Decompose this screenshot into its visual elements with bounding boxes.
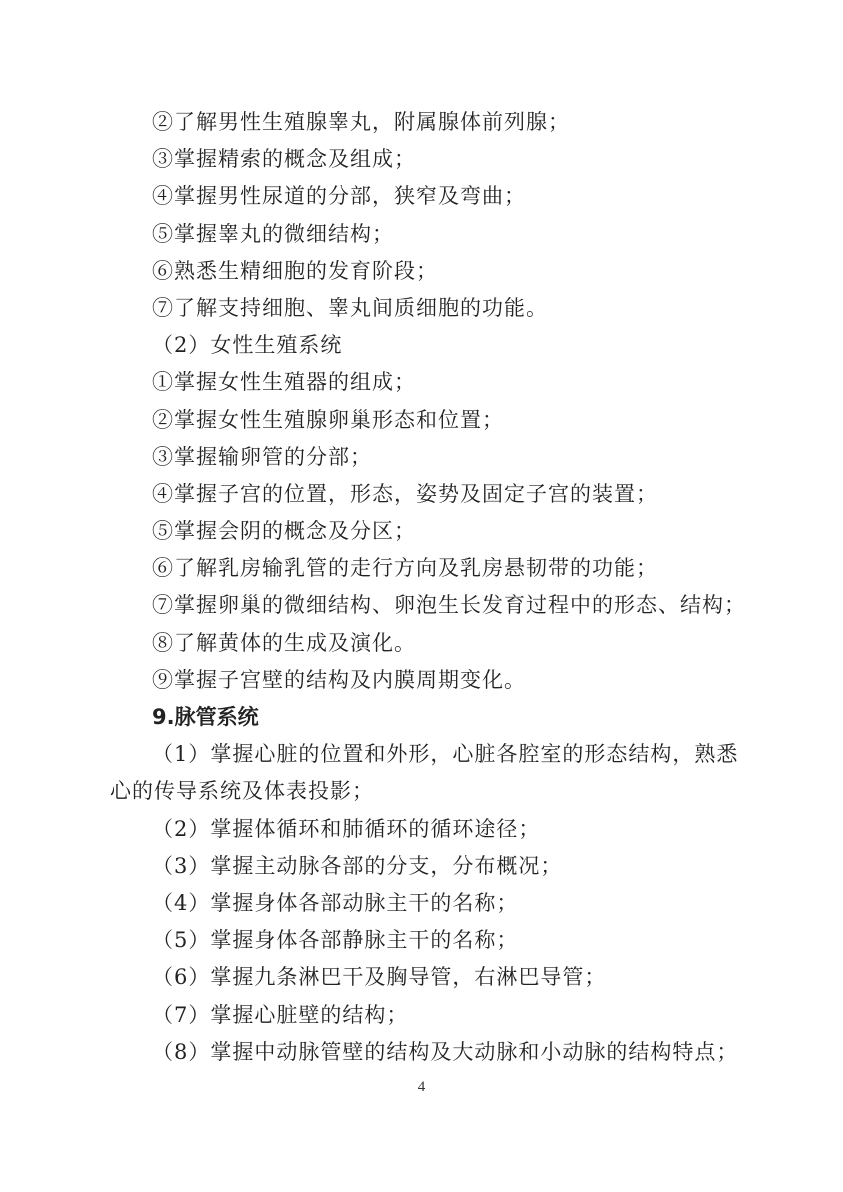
page-content (110, 104, 746, 1071)
objective-line: ①掌握女性生殖器的组成； (152, 370, 416, 395)
objective-paragraph: （1）掌握心脏的位置和外形，心脏各腔室的形态结构，熟悉心的传导系统及体表投影； (110, 742, 739, 804)
objective-line: ⑦了解支持细胞、睾丸间质细胞的功能。 (152, 295, 548, 320)
objective-line: ⑧了解黄体的生成及演化。 (152, 630, 416, 655)
objective-line: ②了解男性生殖腺睾丸，附属腺体前列腺； (152, 110, 570, 134)
objective-line: ②掌握女性生殖腺卵巢形态和位置； (152, 407, 504, 432)
objective-line: （3）掌握主动脉各部的分支，分布概况； (152, 853, 563, 878)
objective-line: ③掌握精索的概念及组成； (152, 147, 416, 172)
objective-line: （2）掌握体循环和肺循环的循环途径； (152, 816, 541, 841)
objective-line: ⑥了解乳房输乳管的走行方向及乳房悬韧带的功能； (152, 556, 658, 581)
objective-line: ⑥熟悉生精细胞的发育阶段； (152, 258, 438, 283)
objective-line: ④掌握子宫的位置，形态，姿势及固定子宫的装置； (152, 481, 658, 506)
objective-line: ③掌握输卵管的分部； (152, 444, 372, 469)
page-number: 4 (417, 1079, 426, 1095)
objective-line: ⑨掌握子宫壁的结构及内膜周期变化。 (152, 667, 526, 692)
objective-line: ⑤掌握会阴的概念及分区； (152, 519, 416, 544)
objective-line: ⑦掌握卵巢的微细结构、卵泡生长发育过程中的形态、结构； (152, 593, 746, 618)
section-heading: 9.脉管系统 (152, 705, 259, 729)
objective-line: （8）掌握中动脉管壁的结构及大动脉和小动脉的结构特点； (152, 1039, 739, 1064)
objective-line: ④掌握男性尿道的分部，狭窄及弯曲； (152, 184, 526, 209)
objective-line: （5）掌握身体各部静脉主干的名称； (152, 928, 519, 953)
objective-line: （7）掌握心脏壁的结构； (152, 1002, 409, 1027)
objective-line: （4）掌握身体各部动脉主干的名称； (152, 890, 519, 915)
subsection-title: （2）女性生殖系统 (152, 333, 343, 358)
objective-line: （6）掌握九条淋巴干及胸导管，右淋巴导管； (152, 965, 607, 990)
objective-line: ⑤掌握睾丸的微细结构； (152, 221, 394, 246)
